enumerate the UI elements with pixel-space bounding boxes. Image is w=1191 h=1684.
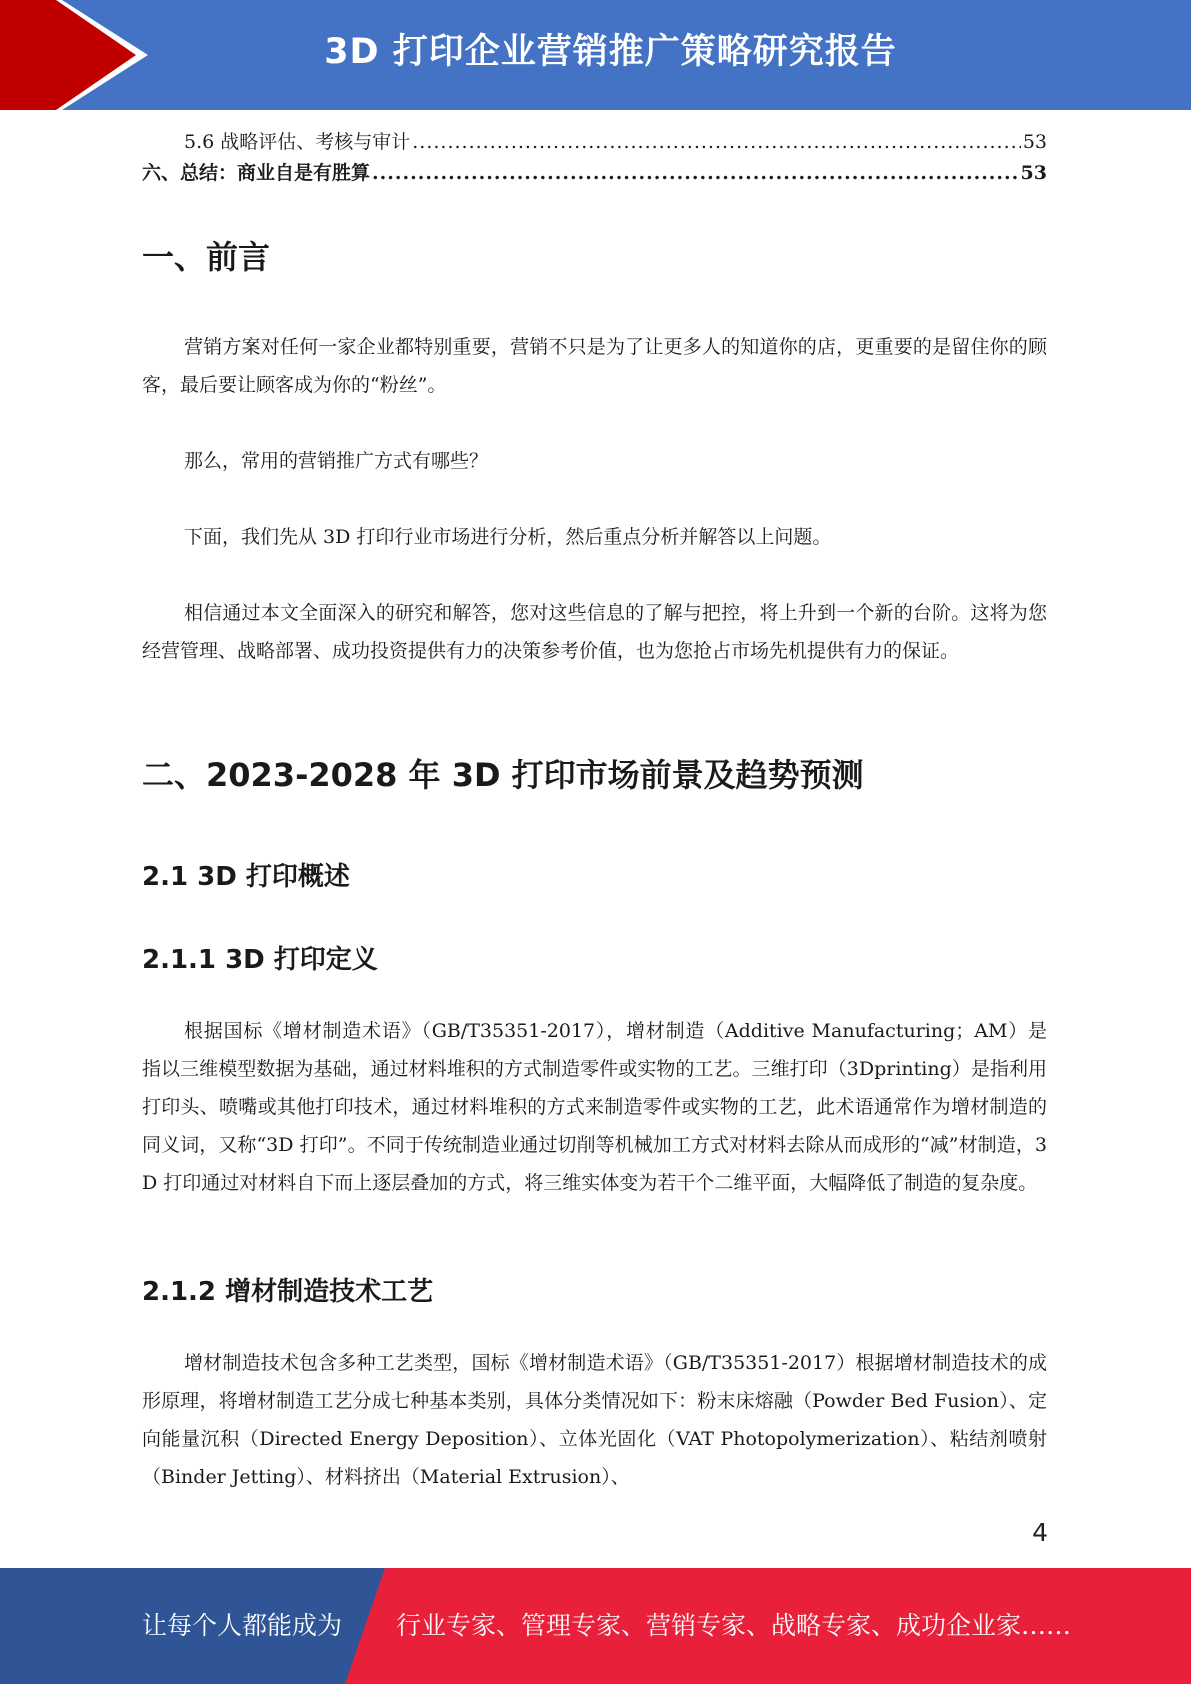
header-banner [0, 0, 1191, 110]
table-of-contents [142, 127, 1047, 189]
definition-heading: 2.1.1 3D 打印定义 [142, 945, 378, 975]
toc-entry-label: 六、总结：商业自是有胜算 [142, 162, 371, 184]
footer-slogan-right: 行业专家、管理专家、营销专家、战略专家、成功企业家…… [396, 1611, 1072, 1640]
preface-paragraph: 下面，我们先从 3D 打印行业市场进行分析，然后重点分析并解答以上问题。 [184, 526, 832, 548]
footer-slogan-left: 让每个人都能成为 [142, 1611, 343, 1640]
toc-leader-dots [412, 131, 1021, 153]
page-number: 4 [1032, 1518, 1048, 1547]
preface-paragraph: 相信通过本文全面深入的研究和解答，您对这些信息的了解与把控，将上升到一个新的台阶。这将为您经营管理、战略部署、成功投资提供有力的决策参考价值，也为您抢占市场先机提供有力的保证。 [142, 602, 1047, 662]
toc-entry-label: 5.6 战略评估、考核与审计 [184, 131, 411, 153]
footer-banner [0, 1568, 1191, 1684]
definition-paragraph: 根据国标《增材制造术语》（GB/T35351-2017），增材制造（Additive Manufacturing；AM）是指以三维模型数据为基础，通过材料堆积的方式制造零件或实物的工艺。三维打印（3Dprinting）是指利用打印头、喷嘴或其他打印技术，通过材料堆积的方式来制造零件或实物的工艺，此术语通常作为增材制造的同义词，又称“3D 打印”。不同于传统制造业通过切削等机械加工方式对材料去除从而成形的“减”材制造，3D 打印通过对材料自下而上逐层叠加的方式，将三维实体变为若干个二维平面，大幅降低了制造的复杂度。 [142, 1020, 1047, 1194]
market-forecast-heading: 二、2023-2028 年 3D 打印市场前景及趋势预测 [142, 756, 864, 794]
toc-leader-dots [372, 162, 1019, 184]
toc-entry-page: 53 [1020, 162, 1047, 184]
document-title: 3D 打印企业营销推广策略研究报告 [324, 32, 897, 72]
preface-heading: 一、前言 [142, 238, 271, 276]
overview-heading: 2.1 3D 打印概述 [142, 862, 350, 892]
preface-paragraph: 那么，常用的营销推广方式有哪些？ [184, 450, 489, 472]
toc-entry[interactable] [142, 158, 1047, 189]
process-heading: 2.1.2 增材制造技术工艺 [142, 1277, 434, 1307]
process-paragraph: 增材制造技术包含多种工艺类型，国标《增材制造术语》（GB/T35351-2017）根据增材制造技术的成形原理，将增材制造工艺分成七种基本类别，具体分类情况如下：粉末床熔融（Powder Bed Fusion）、定向能量沉积（Directed Energy Deposition）、立体光固化（VAT Photopolymerization）、粘结剂喷射（Binder Jetting）、材料挤出（Material Extrusion）、 [142, 1352, 1047, 1488]
toc-entry-page: 53 [1022, 131, 1047, 153]
preface-paragraph: 营销方案对任何一家企业都特别重要，营销不只是为了让更多人的知道你的店，更重要的是留住你的顾客，最后要让顾客成为你的“粉丝”。 [142, 336, 1047, 396]
toc-entry[interactable] [142, 127, 1047, 158]
